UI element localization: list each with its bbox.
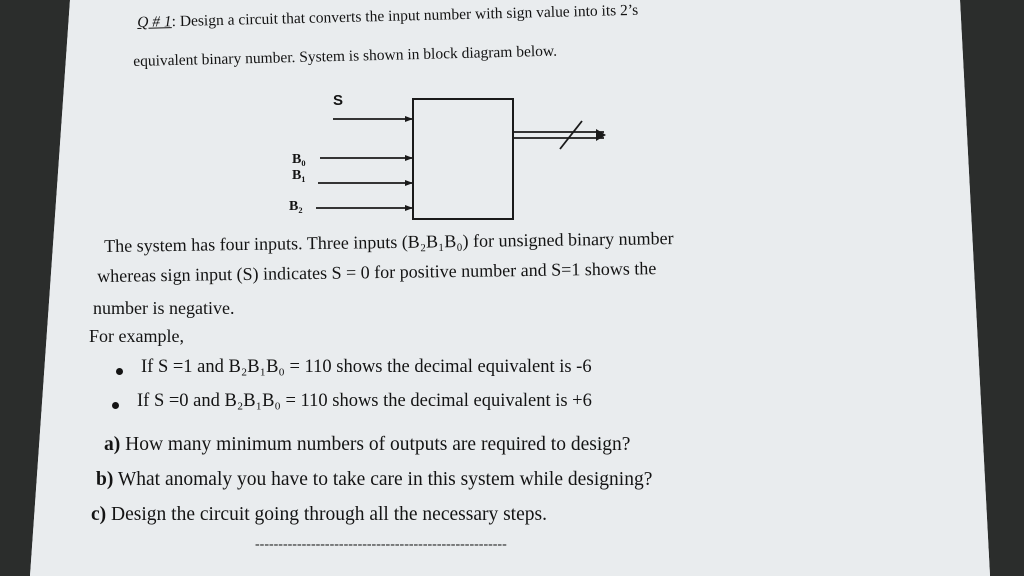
question-c <box>91 504 547 526</box>
description-line-4: For example, <box>89 326 184 346</box>
example-item-2: If S =0 and B₂B₁B₀ = 110 shows the decimal equivalent is +6 <box>137 391 592 411</box>
bottom-divider: ------------------------------------------------------ <box>255 537 507 552</box>
question-b-letter: b) <box>96 469 114 490</box>
input-b2-label: B₂ <box>289 199 303 214</box>
question-b-text: What anomaly you have to take care in this system while designing? <box>117 469 653 490</box>
example-item-1: If S =1 and B₂B₁B₀ = 110 shows the decimal equivalent is -6 <box>141 357 592 377</box>
question-c-text: Design the circuit going through all the necessary steps. <box>111 504 547 525</box>
question-a-letter: a) <box>104 434 121 455</box>
description-line-1: The system has four inputs. Three inputs (B₂B₁B₀) for unsigned binary number <box>104 228 674 256</box>
question-title-text: : Design a circuit that converts the input number with sign value into its 2’s <box>171 1 639 31</box>
description-line-3: number is negative. <box>93 298 235 318</box>
input-b1-label: B₁ <box>292 168 306 183</box>
description-line-2: whereas sign input (S) indicates S = 0 for positive number and S=1 shows the <box>97 258 657 286</box>
question-a-text: How many minimum numbers of outputs are required to design? <box>125 434 631 455</box>
question-number: Q # 1 <box>137 13 172 31</box>
question-a <box>104 434 630 456</box>
input-b0-label: B₀ <box>292 152 306 167</box>
question-b <box>96 469 652 491</box>
input-s-label: S <box>333 92 344 109</box>
bullet-dot-icon <box>112 402 119 409</box>
bullet-dot-icon <box>116 368 123 375</box>
question-title-line-2: equivalent binary number. System is shown in block diagram below. <box>133 42 558 70</box>
question-c-letter: c) <box>91 504 107 525</box>
